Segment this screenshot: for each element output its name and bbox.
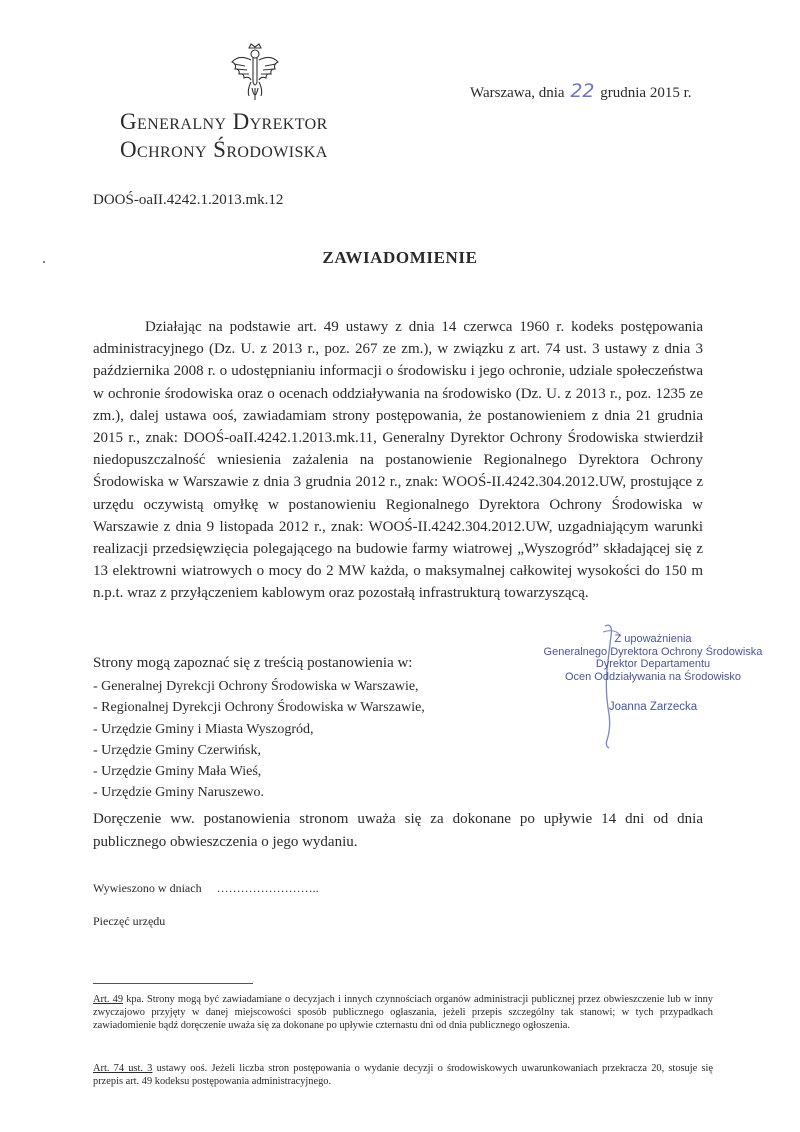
authority-line-1: Generalny Dyrektor [120,109,328,134]
footnote-2-ref: Art. 74 ust. 3 [93,1063,153,1074]
footnote-1-text: kpa. Strony mogą być zawiadamiane o decyzjach i innych czynnościach organów administracji publicznej przez obwieszczenie lub w inny zwyczajowo przyjęty w danej miejscowości sposób publicznego ogłaszania, jeżeli przepis szczególny tak stanowi; w tych przypadkach zawiadomienie bądź doręczenie uważa się za dokonane po upływie czternastu dni od dnia publicznego ogłoszenia. [93,994,713,1032]
handwritten-day: 22 [570,80,595,102]
list-item: - Generalnej Dyrekcji Ochrony Środowiska w Warszawie, [93,679,419,694]
list-item: - Urzędzie Gminy Naruszewo. [93,785,265,801]
document-title: ZAWIADOMIENIE [322,248,478,267]
posted-dates-field [93,881,319,896]
list-item: - Urzędzie Gminy i Miasta Wyszogród, [93,721,314,737]
delivery-note: Doręczenie ww. postanowienia stronom uważa się za dokonane po upływie 14 dni od dnia publicznego obwieszczenia o jego wydaniu. [93,811,703,850]
date-suffix: grudnia 2015 r. [600,85,692,101]
stamp-line-2: Generalnego Dyrektora Ochrony Środowiska [543,645,763,658]
footnote-1-ref: Art. 49 [93,994,124,1005]
stamp-line-4: Ocen Oddziaływania na Środowisko [564,670,742,683]
polish-eagle-emblem-icon [229,42,281,104]
notice-body-paragraph: Działając na podstawie art. 49 ustawy z dnia 14 czerwca 1960 r. kodeks postępowania administracyjnego (Dz. U. z 2013 r., poz. 267 ze zm.), w związku z art. 74 ust. 3 ustawy z dnia 3 października 2008 r. o udostępnianiu informacji o środowisku i jego ochronie, udziale społeczeństwa w ochronie środowiska oraz o ocenach oddziaływania na środowisko (Dz. U. z 2013 r., poz. 1235 ze zm.), dalej ustawa ooś, zawiadamiam strony postępowania, że postanowieniem z dnia 21 grudnia 2015 r., znak: DOOŚ-oaII.4242.1.2013.mk.11, Generalny Dyrektor Ochrony Środowiska stwierdził niedopuszczalność wniesienia zażalenia na postanowienie Regionalnego Dyrektora Ochrony Środowiska w Warszawie z dnia 3 grudnia 2012 r., znak: WOOŚ-II.4242.304.2012.UW, prostujące z urzędu oczywistą omyłkę w postanowieniu Regionalnego Dyrektora Ochrony Środowiska w Warszawie z dnia 9 listopada 2012 r., znak: WOOŚ-II.4242.304.2012.UW, uzgadniającym warunki realizacji przedsięwzięcia polegającego na budowie farmy wiatrowej „Wyszogród” składającej się z 13 elektrowni wiatrowych o mocy do 2 MW każda, o maksymalnej całkowitej wysokości do 150 m n.p.t. wraz z przyłączeniem kablowym oraz pozostałą infrastrukturą towarzyszącą. [93,319,703,602]
footnote-2-text: ustawy ooś. Jeżeli liczba stron postępowania o wydanie decyzji o środowiskowych uwarunkowaniach przekracza 20, stosuje się przepis art. 49 kodeksu postępowania administracyjnego. [93,1063,713,1088]
list-item: - Urzędzie Gminy Mała Wieś, [93,764,262,780]
case-reference: DOOŚ-oaII.4242.1.2013.mk.12 [93,192,284,208]
place-and-date [470,80,692,102]
footnote-divider [93,983,253,984]
parties-intro: Strony mogą zapoznać się z treścią postanowienia w: [93,655,413,671]
list-item: - Regionalnej Dyrekcji Ochrony Środowiska w Warszawie, [93,700,425,716]
authority-line-2: Ochrony Środowiska [120,137,328,162]
office-seal-label: Pieczęć urzędu [93,914,166,928]
list-item: - Urzędzie Gminy Czerwińsk, [93,742,261,758]
footnote-1 [93,993,713,1033]
official-stamp [528,633,778,714]
stamp-line-3: Dyrektor Departamentu [595,658,711,670]
posted-label: Wywieszono w dniach [93,881,202,895]
locations-list [93,676,425,804]
issuing-authority [120,108,328,164]
stamp-line-1: Z upoważnienia [614,633,692,645]
place-prefix: Warszawa, dnia [470,85,565,101]
posted-dots: …………………….. [216,881,319,895]
footnote-2 [93,1062,713,1088]
signatory-name: Joanna Zarzecka [608,701,698,713]
